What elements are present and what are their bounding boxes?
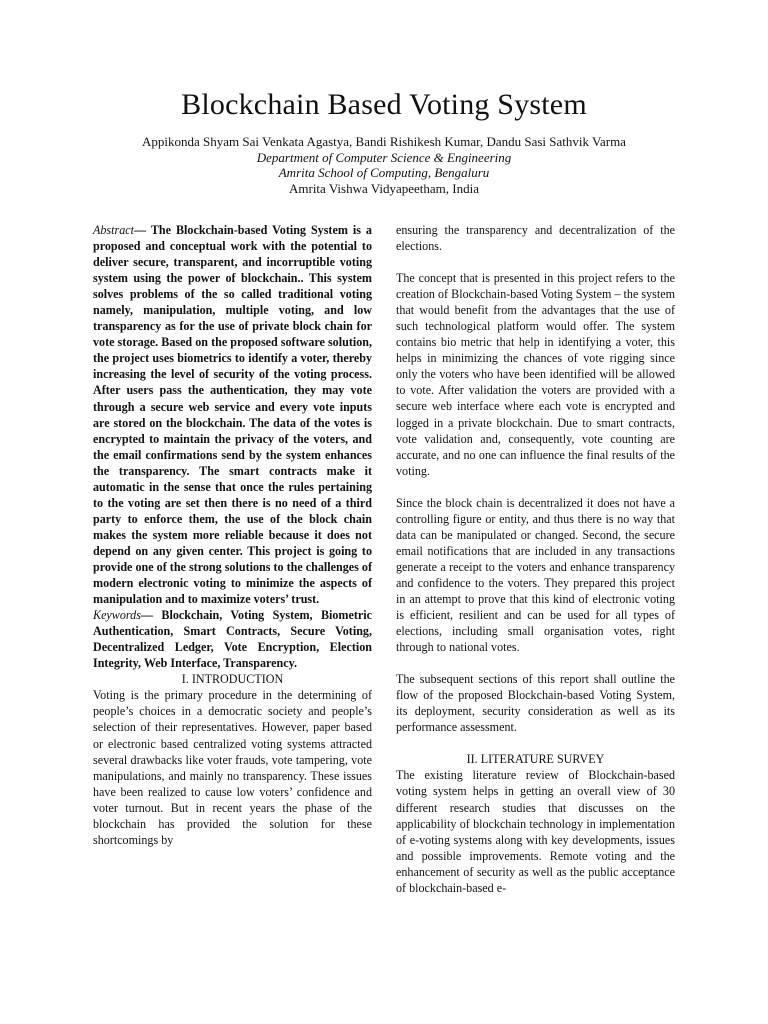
keywords-label: Keywords — [93, 608, 141, 623]
paper-title: Blockchain Based Voting System — [181, 88, 587, 121]
abstract-text: The Blockchain-based Voting System is a proposed and conceptual work with the potential to deliver secure, transparent, and incorruptible voting system using the power of blockchain.. This system solves problems of the so called traditional voting namely, manipulation, multiple voting, and low transparency as for the use of private block chain for vote storage. Based on the proposed software solution, the project uses biometrics to identify a voter, thereby increasing the level of security of the voting process. After users pass the authentication, they may vote through a secure web service and every vote inputs are stored on the blockchain. The data of the votes is encrypted to maintain the privacy of the voters, and the email confirmations send by the system enhances the transparency. The smart contracts make it automatic in the sense that once the rules pertaining to the voting are set then there is no need of a third party to enforce them, the use of the block chain makes the system more reliable because it does not depend on any given center. This project is going to provide one of the strong solutions to the challenges of modern electronic voting to minimize the aspects of manipulation and to maximize voters’ trust. — [93, 223, 372, 607]
abstract-dash: — — [133, 223, 151, 237]
keywords-text: Blockchain, Voting System, Biometric Authentication, Smart Contracts, Secure Voting, Decentralized Ledger, Vote Encryption, Election Integrity, Web Interface, Transparency. — [93, 608, 372, 671]
intro-paragraph-1-continued: ensuring the transparency and decentralization of the elections. — [396, 223, 675, 254]
left-column — [93, 222, 372, 848]
section-heading-introduction: I. INTRODUCTION — [181, 672, 284, 687]
author-school: Amrita School of Computing, Bengaluru — [278, 165, 490, 180]
intro-paragraph-3: Since the block chain is decentralized it does not have a controlling figure or entity, and thus there is no way that data can be manipulated or changed. Second, the secure email notifications that are included in any transactions generate a receipt to the voters and enhance transparency and confidence to the voters. They prepared this project in an attempt to prove that this kind of electronic voting is efficient, resilient and can be used for all types of elections, including small organisation votes, right through to national votes. — [396, 495, 675, 655]
author-department: Department of Computer Science & Engineering — [256, 149, 512, 165]
abstract — [93, 222, 372, 607]
author-names: Appikonda Shyam Sai Venkata Agastya, Bandi Rishikesh Kumar, Dandu Sasi Sathvik Varma — [142, 134, 626, 149]
right-column — [396, 222, 675, 896]
keywords-dash: — — [140, 608, 162, 623]
section-heading-literature-survey: II. LITERATURE SURVEY — [466, 752, 605, 767]
intro-paragraph-4: The subsequent sections of this report shall outline the flow of the proposed Blockchain-based Voting System, its deployment, security consideration as well as its performance assessment. — [396, 672, 675, 735]
intro-paragraph-2: The concept that is presented in this project refers to the creation of Blockchain-based Voting System – the system that would benefit from the advantages that the use of such technological platform would offer. The system contains bio metric that help in identifying a voter, this helps in minimizing the chances of vote rigging since only the voters who have been identified will be allowed to vote. After validation the voters are provided with a secure web interface where each vote is encrypted and logged in a private blockchain. Due to smart contracts, vote validation and, consequently, vote counting are accurate, and no one can influence the final results of the voting. — [396, 271, 675, 478]
abstract-label: Abstract — [93, 223, 134, 237]
literature-paragraph-1: The existing literature review of Blockchain-based voting system helps in getting an overall view of 30 different research studies that discusses on the applicability of blockchain technology in implementation of e-voting systems along with key developments, issues and possible improvements. Remote voting and the enhancement of security as well as the public acceptance of blockchain-based e- — [396, 768, 675, 895]
keywords — [93, 607, 372, 671]
intro-paragraph-1: Voting is the primary procedure in the determining of people’s choices in a democratic society and people’s selection of their representatives. However, paper based or electronic based centralized voting systems attracted several drawbacks like voter frauds, vote tampering, vote manipulations, and mainly no transparency. These issues have been realized to cause low voters’ confidence and voter turnout. But in recent years the phase of the blockchain has provided the solution for these shortcomings by — [93, 688, 372, 847]
author-university: Amrita Vishwa Vidyapeetham, India — [288, 180, 480, 196]
author-block — [0, 134, 768, 196]
